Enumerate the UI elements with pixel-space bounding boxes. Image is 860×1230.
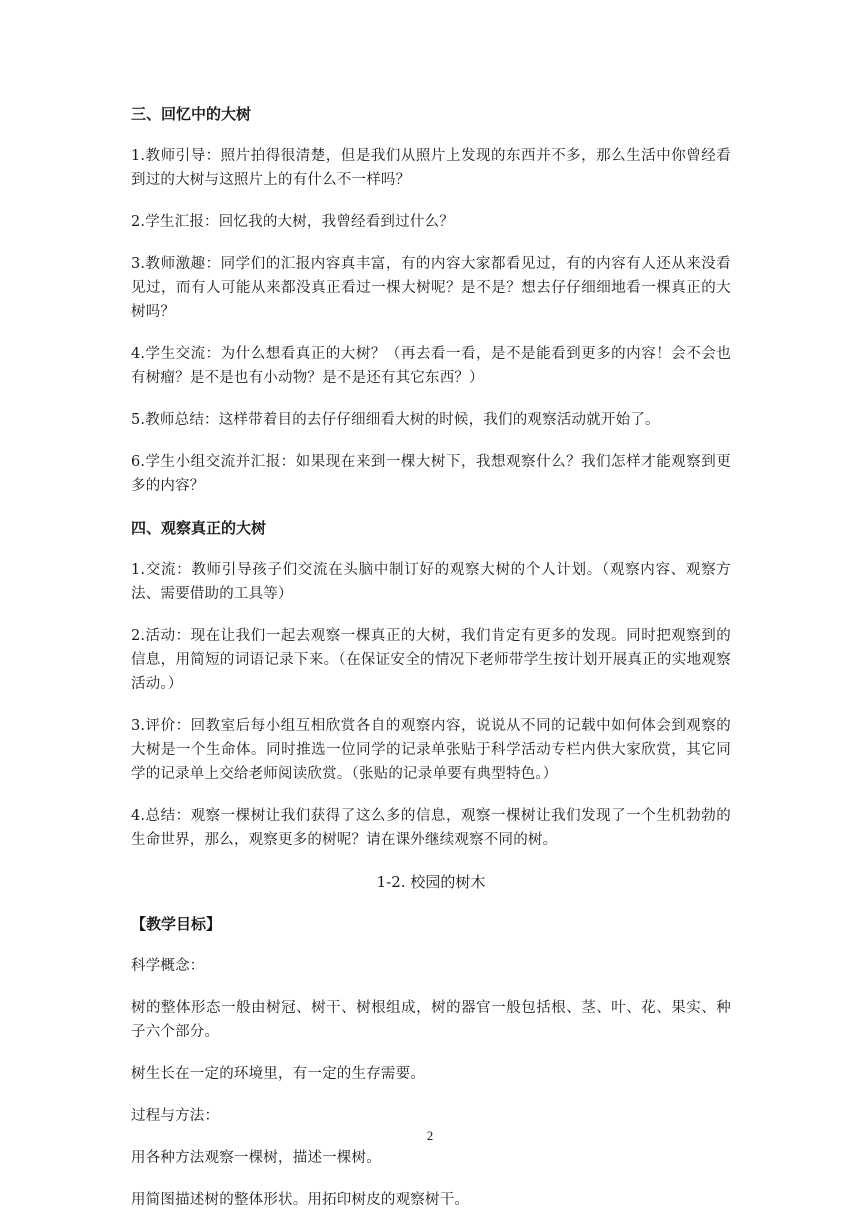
- objectives-heading: 【教学目标】: [131, 915, 222, 933]
- paragraph: 4.总结：观察一棵树让我们获得了这么多的信息，观察一棵树让我们发现了一个生机勃勃的生命世界，那么，观察更多的树呢？请在课外继续观察不同的树。: [131, 808, 731, 848]
- paragraph: 2.活动：现在让我们一起去观察一棵真正的大树，我们肯定有更多的发现。同时把观察到的信息，用简短的词语记录下来。（在保证安全的情况下老师带学生按计划开展真正的实地观察活动。）: [131, 628, 731, 692]
- paragraph: 1.交流：教师引导孩子们交流在头脑中制订好的观察大树的个人计划。（观察内容、观察方法、需要借助的工具等）: [131, 562, 731, 602]
- paragraph: 4.学生交流：为什么想看真正的大树？（再去看一看，是不是能看到更多的内容！会不会也有树瘤？是不是也有小动物？是不是还有其它东西？）: [131, 346, 731, 386]
- paragraph: 树的整体形态一般由树冠、树干、树根组成，树的器官一般包括根、茎、叶、花、果实、种子六个部分。: [131, 1000, 731, 1040]
- page-content: [131, 102, 731, 1230]
- paragraph: 3.评价：回教室后每小组互相欣赏各自的观察内容，说说从不同的记载中如何体会到观察的大树是一个生命体。同时推选一位同学的记录单张贴于科学活动专栏内供大家欣赏，其它同学的记录单上交给老师阅读欣赏。（张贴的记录单要有典型特色。）: [131, 718, 731, 782]
- paragraph: 用各种方法观察一棵树，描述一棵树。: [131, 1150, 381, 1166]
- section-heading-memory-tree: 三、回忆中的大树: [131, 105, 252, 123]
- paragraph: 树生长在一定的环境里，有一定的生存需要。: [131, 1066, 425, 1082]
- page-number: 2: [426, 1128, 434, 1143]
- lesson-title: 1-2. 校园的树木: [376, 873, 486, 891]
- paragraph: 3.教师激趣：同学们的汇报内容真丰富，有的内容大家都看见过，有的内容有人还从来没看见过，而有人可能从来都没真正看过一棵大树呢？是不是？想去仔仔细细地看一棵真正的大树吗？: [131, 256, 731, 320]
- section-heading-observe-tree: 四、观察真正的大树: [131, 519, 267, 537]
- paragraph: 1.教师引导：照片拍得很清楚，但是我们从照片上发现的东西并不多，那么生活中你曾经看到过的大树与这照片上的有什么不一样吗？: [131, 148, 731, 188]
- paragraph: 用简图描述树的整体形状。用拓印树皮的观察树干。: [131, 1192, 470, 1208]
- paragraph: 过程与方法：: [131, 1108, 220, 1124]
- paragraph: 2.学生汇报：回忆我的大树，我曾经看到过什么？: [131, 214, 454, 230]
- paragraph: 科学概念：: [131, 958, 205, 974]
- paragraph: 6.学生小组交流并汇报：如果现在来到一棵大树下，我想观察什么？我们怎样才能观察到更多的内容？: [131, 454, 731, 494]
- paragraph: 5.教师总结：这样带着目的去仔仔细细看大树的时候，我们的观察活动就开始了。: [131, 412, 660, 428]
